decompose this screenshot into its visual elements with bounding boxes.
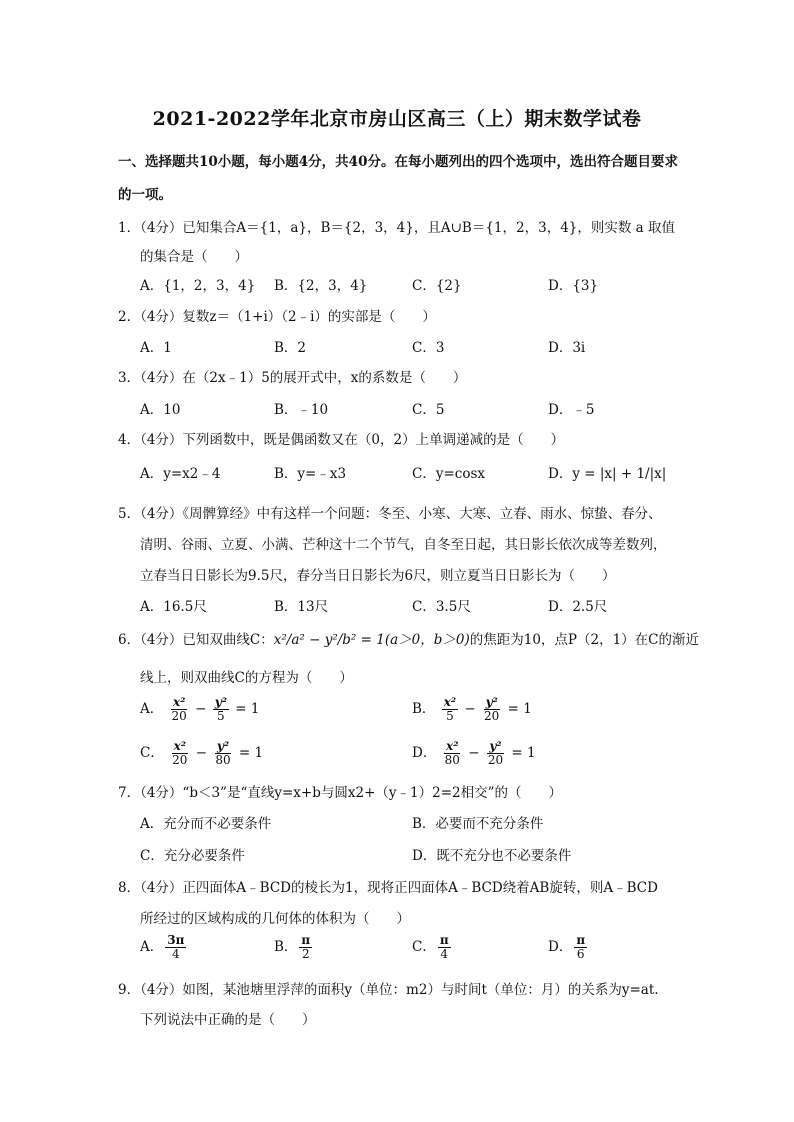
q6-c-rhs: = 1 — [238, 745, 264, 761]
q2-option-b: B．2 — [274, 340, 307, 356]
q7-option-c: C．充分必要条件 — [140, 848, 245, 864]
q2-option-a: A．1 — [140, 340, 172, 356]
q1-option-d: D．{3} — [548, 278, 599, 294]
q8-c-label: C． — [412, 939, 436, 955]
q4-option-b: B．y=﹣x3 — [274, 466, 347, 482]
question-5-line-3: 立春当日日影长为9.5尺，春分当日日影长为6尺，则立夏当日日影长为（ ） — [140, 568, 616, 584]
q8-c-frac — [438, 934, 451, 961]
question-9-line-1: 9．（4分）如图，某池塘里浮萍的面积y（单位：m2）与时间t（单位：月）的关系为y=at. — [118, 982, 659, 998]
q3-option-d: D．﹣5 — [548, 402, 595, 418]
question-8-line-1: 8．（4分）正四面体A﹣BCD的棱长为1，现将正四面体A﹣BCD绕着AB旋转，则A﹣BCD — [118, 880, 658, 896]
q6-option-a: A． $\frac{\text{x²}}{20}$ − $\frac{\text{y²}}{5}$ = 1 — [140, 695, 260, 723]
q8-option-c — [412, 934, 453, 961]
q7-option-b: B．必要而不充分条件 — [412, 816, 544, 832]
q6-a-den-2: 5 — [217, 709, 225, 723]
q8-option-a — [140, 934, 188, 961]
q6-b-frac-2 — [482, 696, 501, 723]
q1-option-a: A．{1，2，3，4} — [140, 278, 256, 294]
q6-suffix: 的焦距为10，点P（2，1）在C的渐近 — [469, 632, 700, 648]
q6-option-b: B． $\frac{\text{x²}}{5}$ − $\frac{\text{y²}}{20}$ = 1 — [412, 695, 532, 723]
q6-c-den-2: 80 — [215, 753, 231, 767]
q8-d-num: π — [576, 933, 586, 947]
question-1-cont: 的集合是（ ） — [140, 249, 248, 265]
question-4: 4．（4分）下列函数中，既是偶函数又在（0，2）上单调递减的是（ ） — [118, 432, 565, 448]
question-6-line-2: 线上，则双曲线C的方程为（ ） — [140, 670, 353, 686]
q6-b-label: B． — [412, 701, 436, 717]
q8-d-label: D． — [548, 939, 573, 955]
q6-d-num-1: x² — [446, 739, 459, 753]
q6-c-den-1: 20 — [172, 753, 188, 767]
q5-option-d: D．2.5尺 — [548, 599, 608, 615]
q8-b-den: 2 — [302, 947, 310, 961]
q8-a-label: A． — [140, 939, 164, 955]
q3-option-c: C．5 — [412, 402, 445, 418]
q6-c-label: C． — [140, 745, 164, 761]
q7-option-d: D．既不充分也不必要条件 — [412, 848, 572, 864]
q8-a-num: 3π — [167, 933, 185, 947]
q1-option-c: C．{2} — [412, 278, 462, 294]
q5-option-a: A．16.5尺 — [140, 599, 207, 615]
q6-b-frac-1 — [442, 696, 458, 723]
q8-b-num: π — [301, 933, 311, 947]
q6-d-num-2: y² — [489, 739, 502, 753]
q8-d-den: 6 — [576, 947, 585, 961]
q6-c-num-1: x² — [173, 739, 186, 753]
q6-c-frac-1 — [170, 740, 189, 767]
q2-option-c: C．3 — [412, 340, 445, 356]
q6-c-num-2: y² — [216, 739, 230, 753]
q8-a-den: 4 — [172, 947, 180, 961]
question-5-line-2: 清明、谷雨、立夏、小满、芒种这十二个节气，自冬至日起，其日影长依次成等差数列， — [140, 537, 667, 553]
section-heading: 一、选择题共10小题，每小题4分，共40分。在每小题列出的四个选项中，选出符合题目要求的一项。 — [118, 154, 678, 203]
question-3: 3．（4分）在（2x﹣1）5的展开式中，x的系数是（ ） — [118, 370, 467, 386]
q6-a-rhs: = 1 — [235, 701, 260, 717]
page-title: 2021-2022学年北京市房山区高三（上）期末数学试卷 — [152, 108, 642, 130]
q6-a-frac-2 — [213, 696, 229, 723]
q6-equation: x²/a² − y²/b² = 1(a＞0，b＞0) — [273, 632, 470, 648]
q8-option-d — [548, 934, 589, 961]
q6-a-num-2: y² — [214, 695, 227, 709]
q8-c-den: 4 — [440, 947, 449, 961]
q8-b-label: B． — [274, 939, 298, 955]
q8-a-frac — [165, 934, 186, 961]
q6-a-frac-1 — [170, 696, 189, 723]
question-2: 2．（4分）复数z＝（1+i）（2﹣i）的实部是（ ） — [118, 309, 436, 325]
q7-option-a: A．充分而不必要条件 — [140, 816, 272, 832]
q6-b-den-2: 20 — [484, 709, 500, 723]
question-8-line-2: 所经过的区域构成的几何体的体积为（ ） — [140, 911, 410, 927]
q4-option-d: D．y = |x| + 1/|x| — [548, 466, 667, 482]
question-9-line-2: 下列说法中正确的是（ ） — [140, 1012, 316, 1028]
q5-option-b: B．13尺 — [274, 599, 329, 615]
q3-option-b: B．﹣10 — [274, 402, 329, 418]
question-1: 1．（4分）已知集合A＝{1，a}，B＝{2，3，4}，且A∪B＝{1，2，3，4}，则实数 a 取值 — [118, 220, 676, 236]
q8-c-num: π — [439, 933, 449, 947]
question-6 — [118, 628, 699, 648]
q6-b-num-2: y² — [485, 695, 498, 709]
q6-prefix: 6．（4分）已知双曲线C： — [118, 632, 274, 648]
q6-a-num-1: x² — [172, 695, 186, 709]
q3-option-a: A．10 — [140, 402, 181, 418]
q8-d-frac — [574, 934, 587, 961]
q1-option-b: B．{2，3，4} — [274, 278, 368, 294]
q6-d-den-2: 20 — [487, 753, 504, 767]
q6-d-rhs: = 1 — [511, 745, 536, 761]
q6-d-den-1: 80 — [444, 753, 460, 767]
question-5-line-1: 5．（4分）《周髀算经》中有这样一个问题：冬至、小寒、大寒、立春、雨水、惊蛰、春分、 — [118, 506, 662, 522]
q2-option-d: D．3i — [548, 340, 586, 356]
q6-a-label: A． — [140, 701, 164, 717]
q6-b-den-1: 5 — [446, 709, 454, 723]
q6-c-frac-2 — [213, 740, 232, 767]
q6-option-d: D． $\frac{\text{x²}}{80}$ − $\frac{\text{y²}}{20}$ = 1 — [412, 739, 536, 767]
q4-option-c: C．y=cosx — [412, 466, 485, 482]
q6-d-label: D． — [412, 745, 437, 761]
q4-option-a: A．y=x2﹣4 — [140, 466, 221, 482]
q6-b-rhs: = 1 — [507, 701, 532, 717]
q6-b-num-1: x² — [443, 695, 457, 709]
q6-a-den-1: 20 — [171, 709, 187, 723]
q6-option-c: C． $\frac{\text{x²}}{20}$ − $\frac{\text{y²}}{80}$ = 1 — [140, 739, 264, 767]
q8-b-frac — [299, 934, 312, 961]
q5-option-c: C．3.5尺 — [412, 599, 471, 615]
question-7: 7．（4分）“b＜3”是“直线y=x+b与圆x2+（y﹣1）2=2相交”的（ ） — [118, 785, 562, 801]
q6-d-frac-1 — [443, 740, 462, 767]
q8-option-b — [274, 934, 314, 961]
q6-d-frac-2 — [486, 740, 505, 767]
